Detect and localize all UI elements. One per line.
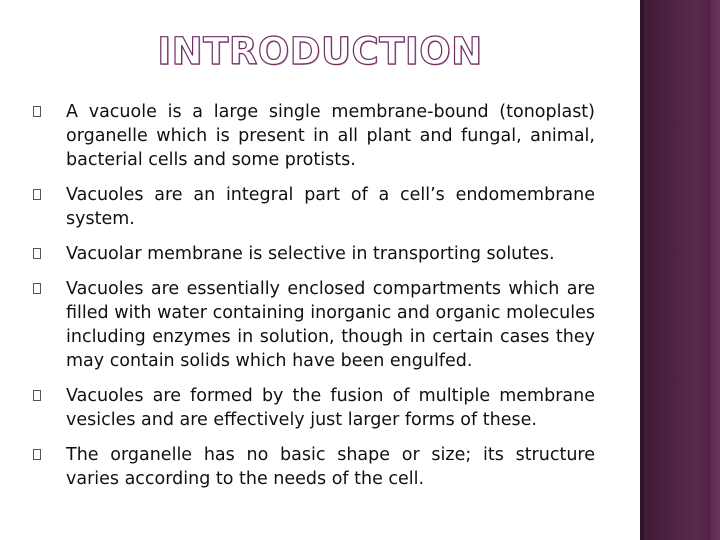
decorative-side-band xyxy=(640,0,720,540)
bullet-box-icon xyxy=(33,449,41,460)
bullet-text: Vacuolar membrane is selective in transporting solutes. xyxy=(66,244,555,264)
bullet-item xyxy=(30,443,595,491)
bullet-text: A vacuole is a large single membrane-bound (tonoplast) organelle which is present in all plant and fungal, animal, bacterial cells and some protists. xyxy=(66,102,595,170)
bullet-text: The organelle has no basic shape or size; its structure varies according to the needs of the cell. xyxy=(66,445,595,489)
bullet-text: Vacuoles are formed by the fusion of multiple membrane vesicles and are effectively just larger forms of these. xyxy=(66,386,595,430)
bullet-list xyxy=(30,100,595,502)
bullet-box-icon xyxy=(33,106,41,117)
bullet-text: Vacuoles are essentially enclosed compartments which are filled with water containing inorganic and organic molecules including enzymes in solution, though in certain cases they may contain solids which have been engulfed. xyxy=(66,279,595,371)
bullet-text: Vacuoles are an integral part of a cell’s endomembrane system. xyxy=(66,185,595,229)
bullet-box-icon xyxy=(33,189,41,200)
bullet-item xyxy=(30,242,595,266)
bullet-box-icon xyxy=(33,283,41,294)
slide-title: INTRODUCTION xyxy=(157,30,483,73)
bullet-item xyxy=(30,384,595,432)
bullet-box-icon xyxy=(33,390,41,401)
bullet-item xyxy=(30,183,595,231)
bullet-item xyxy=(30,100,595,172)
bullet-item xyxy=(30,277,595,373)
bullet-box-icon xyxy=(33,248,41,259)
